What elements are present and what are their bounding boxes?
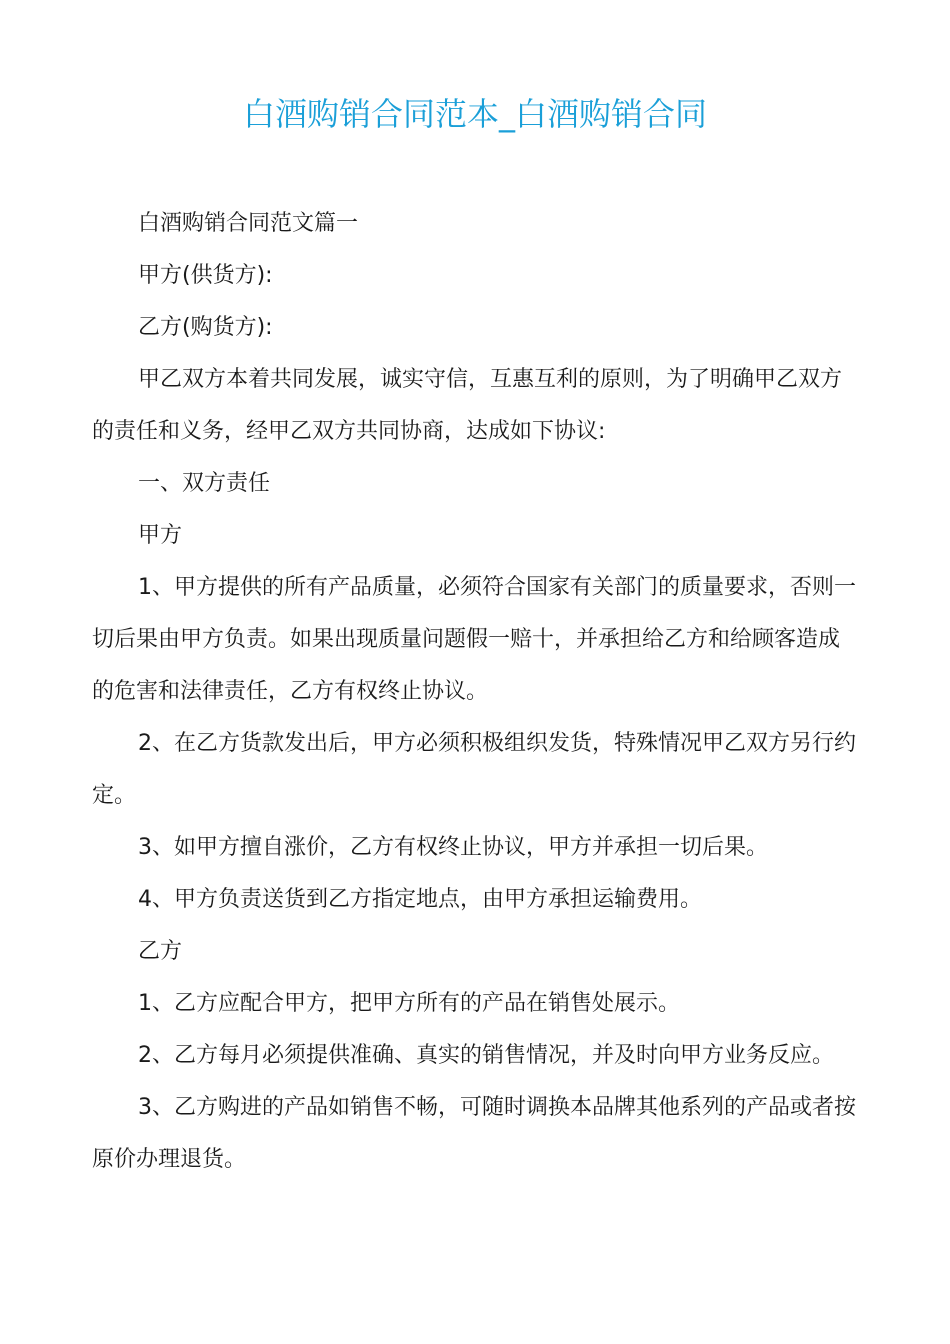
party-a-clause-2: 2、在乙方货款发出后，甲方必须积极组织发货，特殊情况甲乙双方另行约定。 bbox=[92, 731, 856, 808]
party-b-clause-1: 1、乙方应配合甲方，把甲方所有的产品在销售处展示。 bbox=[138, 991, 680, 1016]
party-b-line: 乙方(购货方): bbox=[138, 315, 273, 340]
document-title: 白酒购销合同范本_白酒购销合同 bbox=[242, 95, 707, 133]
party-a-clause-3: 3、如甲方擅自涨价，乙方有权终止协议，甲方并承担一切后果。 bbox=[138, 835, 768, 860]
party-a-subheading: 甲方 bbox=[138, 523, 183, 548]
preamble-paragraph: 甲乙双方本着共同发展，诚实守信，互惠互利的原则，为了明确甲乙双方的责任和义务，经甲乙双方共同协商，达成如下协议: bbox=[92, 367, 843, 444]
document-body bbox=[92, 198, 858, 1186]
party-a-clause-1: 1、甲方提供的所有产品质量，必须符合国家有关部门的质量要求，否则一切后果由甲方负责。如果出现质量问题假一赔十，并承担给乙方和给顾客造成的危害和法律责任，乙方有权终止协议。 bbox=[92, 575, 856, 704]
party-b-clause-3: 3、乙方购进的产品如销售不畅，可随时调换本品牌其他系列的产品或者按原价办理退货。 bbox=[92, 1095, 856, 1172]
clause-heading: 一、双方责任 bbox=[138, 471, 271, 496]
party-b-subheading: 乙方 bbox=[138, 939, 183, 964]
party-a-clause-4: 4、甲方负责送货到乙方指定地点，由甲方承担运输费用。 bbox=[138, 887, 702, 912]
party-b-clause-2: 2、乙方每月必须提供准确、真实的销售情况，并及时向甲方业务反应。 bbox=[138, 1043, 834, 1068]
party-a-line: 甲方(供货方): bbox=[138, 263, 273, 288]
section-heading: 白酒购销合同范文篇一 bbox=[138, 211, 359, 236]
